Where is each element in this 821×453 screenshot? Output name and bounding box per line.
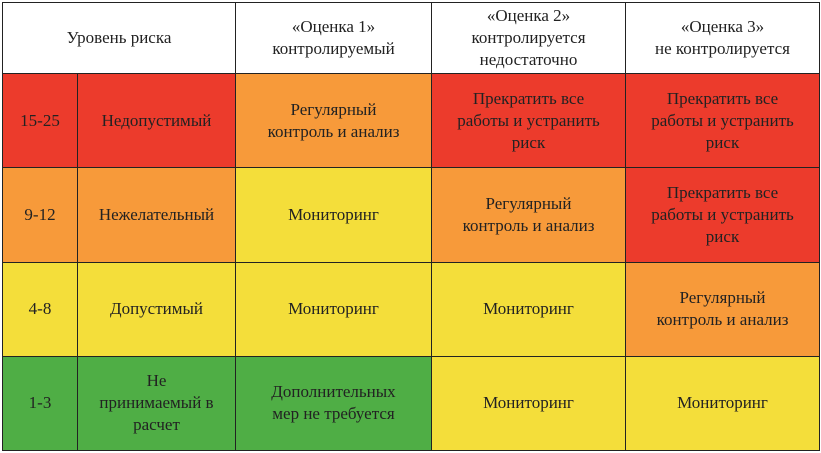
assessment-1-cell: Мониторинг [236,262,432,356]
assessment-2-cell: Мониторинг [432,262,626,356]
risk-level-cell: Нежелательный [78,168,236,262]
assessment-2-cell: Регулярный контроль и анализ [432,168,626,262]
header-assessment-3: «Оценка 3» не контролируется [626,3,820,74]
assessment-3-cell: Прекратить все работы и устранить риск [626,74,820,168]
table-header-row [3,3,820,74]
risk-level-cell: Недопустимый [78,74,236,168]
table-row [3,74,820,168]
assessment-3-cell: Регулярный контроль и анализ [626,262,820,356]
assessment-1-cell: Регулярный контроль и анализ [236,74,432,168]
risk-range-cell: 4-8 [3,262,78,356]
header-risk-level: Уровень риска [3,3,236,74]
header-assessment-1: «Оценка 1» контролируемый [236,3,432,74]
risk-level-cell: Допустимый [78,262,236,356]
risk-range-cell: 15-25 [3,74,78,168]
table-row [3,262,820,356]
assessment-3-cell: Мониторинг [626,356,820,450]
table-row [3,356,820,450]
risk-range-cell: 9-12 [3,168,78,262]
assessment-1-cell: Мониторинг [236,168,432,262]
assessment-2-cell: Прекратить все работы и устранить риск [432,74,626,168]
table-row [3,168,820,262]
header-assessment-2: «Оценка 2» контролируется недостаточно [432,3,626,74]
risk-level-cell: Не принимаемый в расчет [78,356,236,450]
assessment-1-cell: Дополнительных мер не требуется [236,356,432,450]
assessment-2-cell: Мониторинг [432,356,626,450]
assessment-3-cell: Прекратить все работы и устранить риск [626,168,820,262]
risk-assessment-table [2,2,820,451]
risk-range-cell: 1-3 [3,356,78,450]
